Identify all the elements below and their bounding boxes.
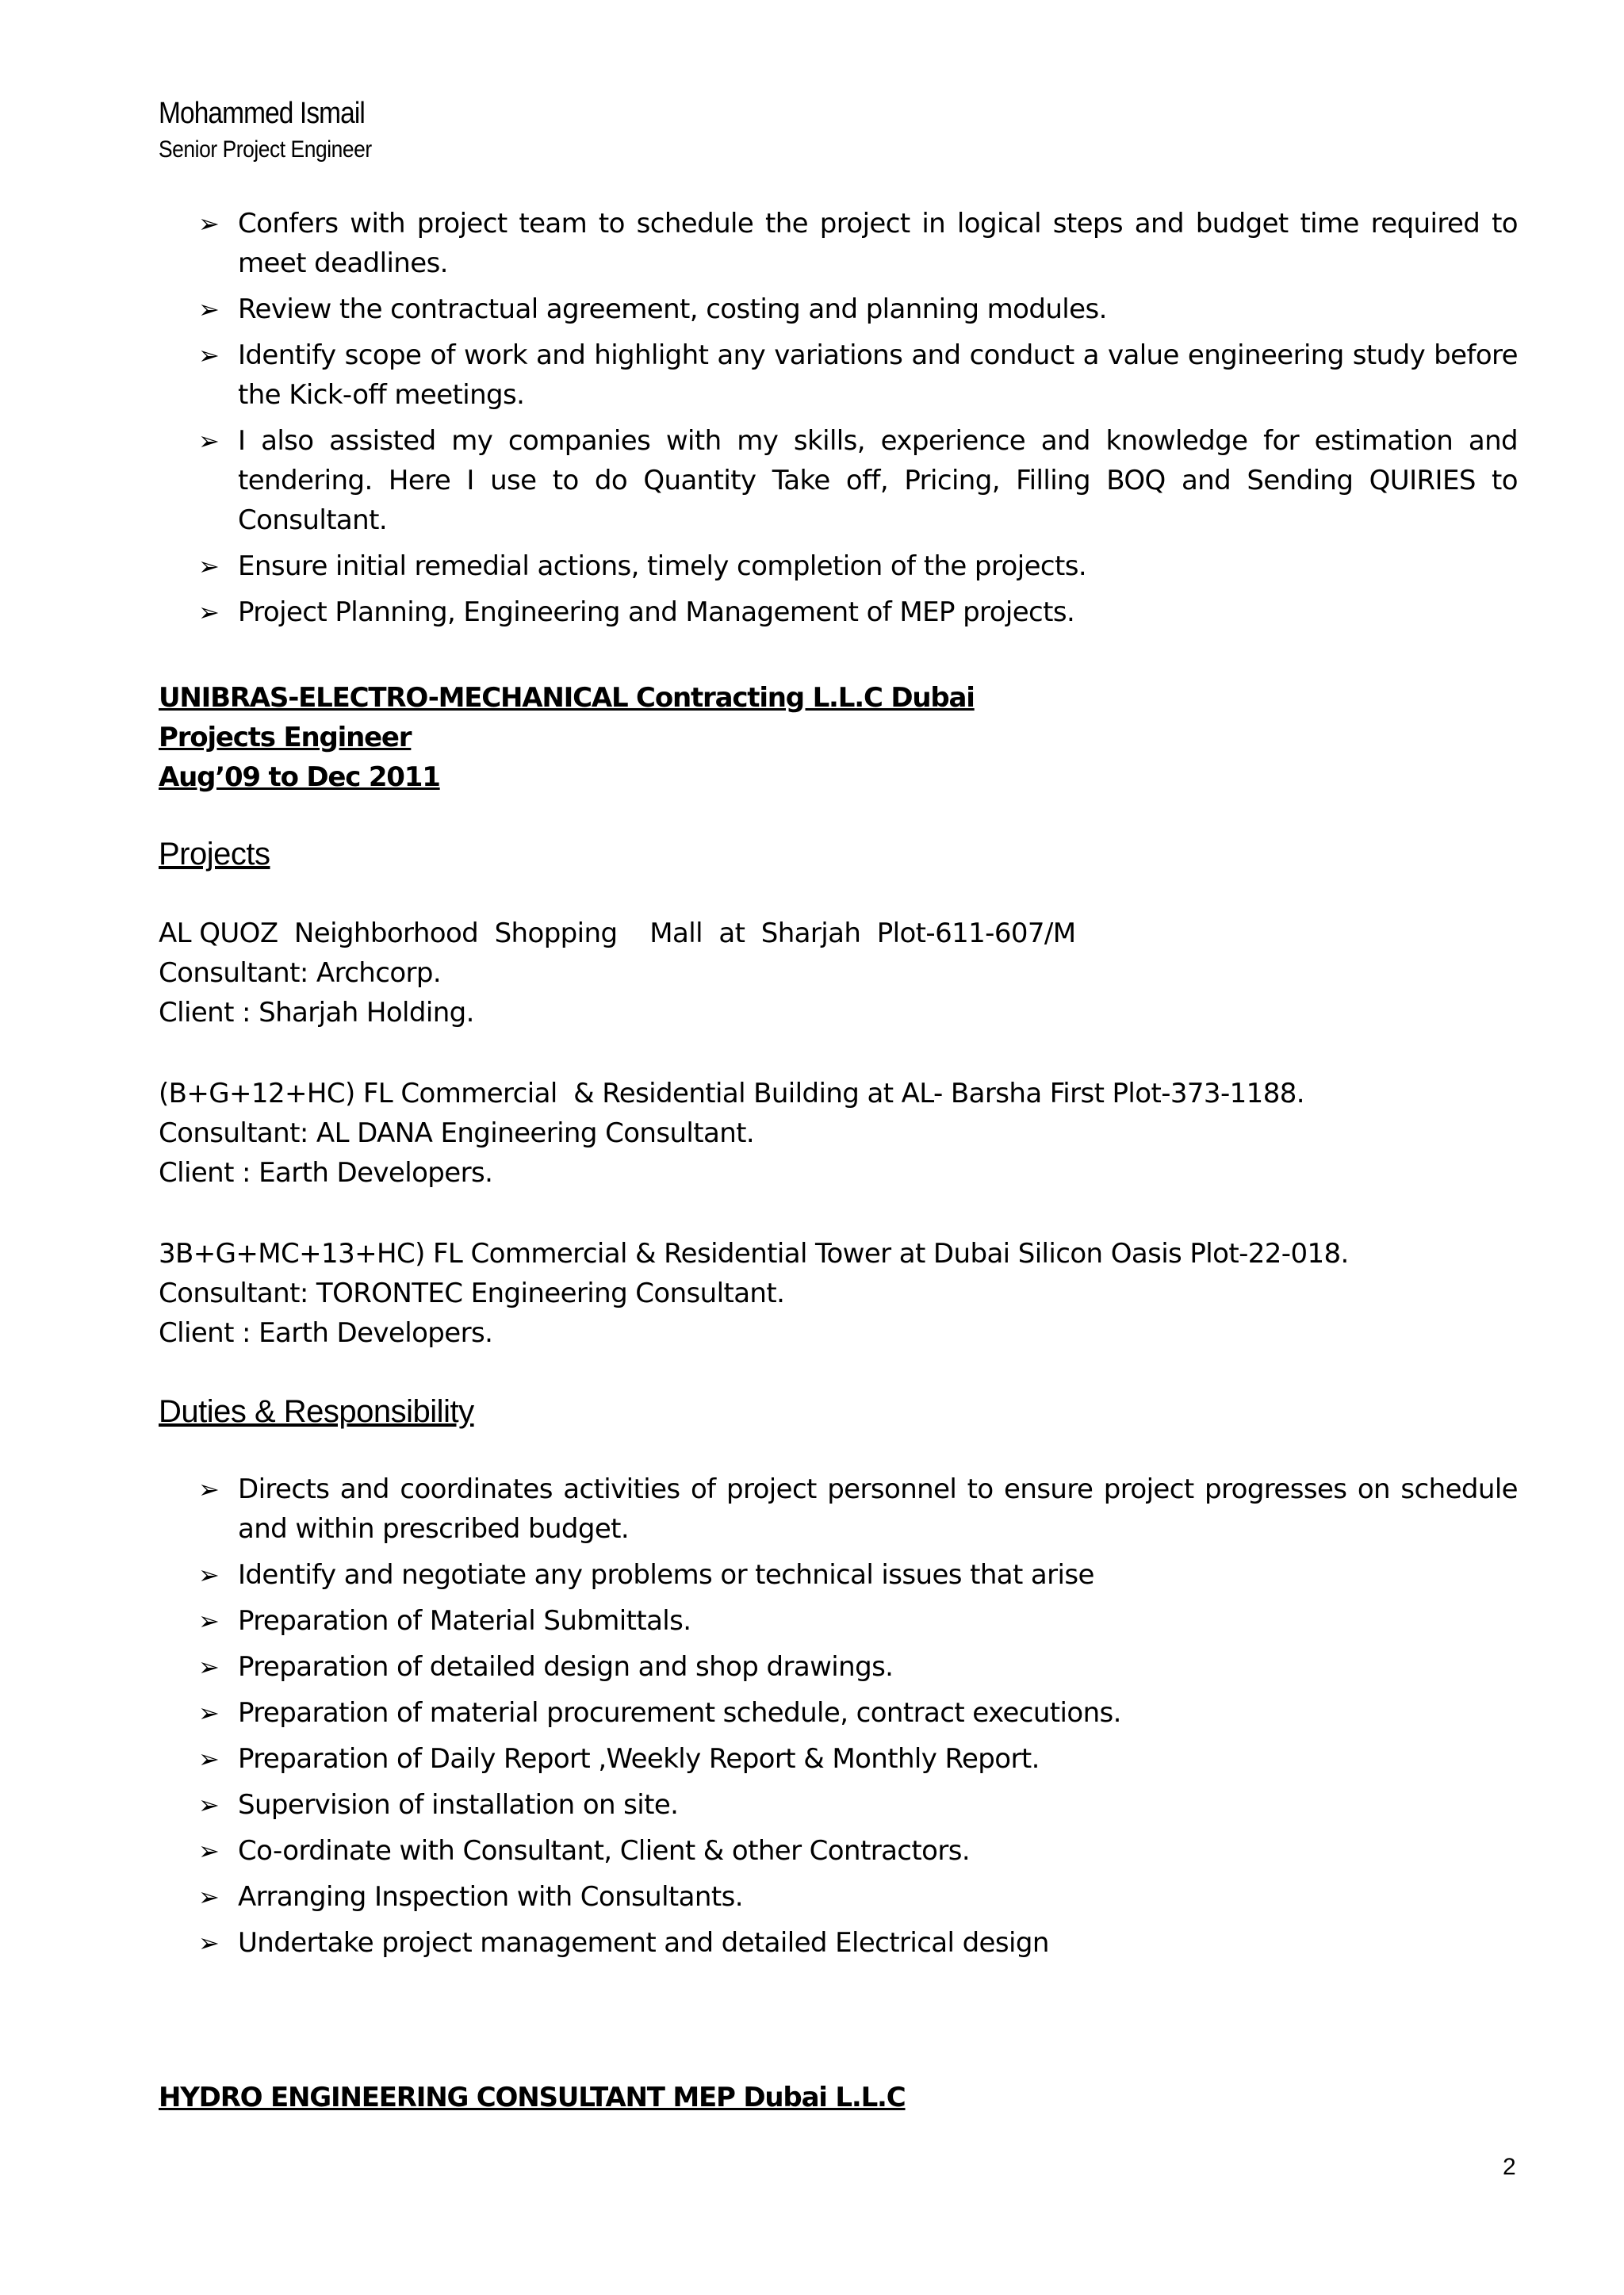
list-item: ➢ I also assisted my companies with my skills, experience and knowledge for estimation and tendering. Here I use to do Quantity Take off, Pricing, Filling BOQ and Sending QUIRIES to Consultant. [198,421,1518,540]
arrow-bullet-icon: ➢ [198,1560,220,1590]
project-consultant: Consultant: AL DANA Engineering Consultant. [159,1117,755,1149]
arrow-bullet-icon: ➢ [198,1928,220,1958]
list-item: ➢ Review the contractual agreement, costing and planning modules. [198,289,1518,329]
arrow-bullet-icon: ➢ [198,1744,220,1774]
arrow-bullet-icon: ➢ [198,426,220,456]
list-item: ➢ Ensure initial remedial actions, timely completion of the projects. [198,546,1518,586]
arrow-bullet-icon: ➢ [198,597,220,627]
project-name: (B+G+12+HC) FL Commercial & Residential Building at AL- Barsha First Plot-373-1188. [159,1078,1304,1109]
list-item: ➢ Arranging Inspection with Consultants. [198,1877,1518,1917]
list-item: ➢ Co-ordinate with Consultant, Client & other Contractors. [198,1831,1518,1871]
project-entry [159,1234,1507,1353]
project-client: Client : Earth Developers. [159,1317,493,1349]
arrow-bullet-icon: ➢ [198,1474,220,1504]
list-item: ➢ Preparation of Material Submittals. [198,1601,1518,1641]
arrow-bullet-icon: ➢ [198,1698,220,1728]
project-name: 3B+G+MC+13+HC) FL Commercial & Residential Tower at Dubai Silicon Oasis Plot-22-018. [159,1238,1349,1270]
employer-period: Aug’09 to Dec 2011 [159,761,440,793]
list-item: ➢ Project Planning, Engineering and Management of MEP projects. [198,592,1518,632]
arrow-bullet-icon: ➢ [198,1836,220,1866]
list-item: ➢ Supervision of installation on site. [198,1785,1518,1825]
arrow-bullet-icon: ➢ [198,1882,220,1912]
arrow-bullet-icon: ➢ [198,209,220,239]
list-item: ➢ Confers with project team to schedule the project in logical steps and budget time required to meet deadlines. [198,204,1518,283]
arrow-bullet-icon: ➢ [198,294,220,324]
resume-owner-name: Mohammed Ismail [159,97,365,130]
project-client: Client : Sharjah Holding. [159,997,474,1029]
list-item: ➢ Identify and negotiate any problems or technical issues that arise [198,1555,1518,1595]
arrow-bullet-icon: ➢ [198,1790,220,1820]
list-item: ➢ Undertake project management and detailed Electrical design [198,1923,1518,1963]
projects-heading: Projects [159,837,270,872]
project-client: Client : Earth Developers. [159,1157,493,1189]
list-item: ➢ Directs and coordinates activities of project personnel to ensure project progresses on schedule and within prescribed budget. [198,1469,1518,1549]
project-consultant: Consultant: Archcorp. [159,957,442,989]
arrow-bullet-icon: ➢ [198,340,220,370]
list-item: ➢ Preparation of Daily Report ,Weekly Report & Monthly Report. [198,1739,1518,1779]
list-item: ➢ Preparation of material procurement schedule, contract executions. [198,1693,1518,1733]
arrow-bullet-icon: ➢ [198,551,220,581]
project-entry [159,1074,1507,1193]
duties-heading: Duties & Responsibility [159,1394,474,1429]
resume-owner-title: Senior Project Engineer [159,136,372,163]
project-name: AL QUOZ Neighborhood Shopping Mall at Sharjah Plot-611-607/M [159,918,1076,949]
project-entry [159,914,1507,1033]
employer-company: UNIBRAS-ELECTRO-MECHANICAL Contracting L.L.C Dubai [159,682,975,714]
arrow-bullet-icon: ➢ [198,1652,220,1682]
employer-role: Projects Engineer [159,722,412,753]
project-consultant: Consultant: TORONTEC Engineering Consultant. [159,1278,785,1309]
list-item: ➢ Identify scope of work and highlight any variations and conduct a value engineering study before the Kick-off meetings. [198,335,1518,415]
employer2-company: HYDRO ENGINEERING CONSULTANT MEP Dubai L.L.C [159,2082,906,2113]
arrow-bullet-icon: ➢ [198,1606,220,1636]
page-number: 2 [1503,2154,1516,2180]
duties-bullet-list [198,1469,1518,1963]
list-item: ➢ Preparation of detailed design and shop drawings. [198,1647,1518,1687]
top-bullet-list [198,204,1518,632]
